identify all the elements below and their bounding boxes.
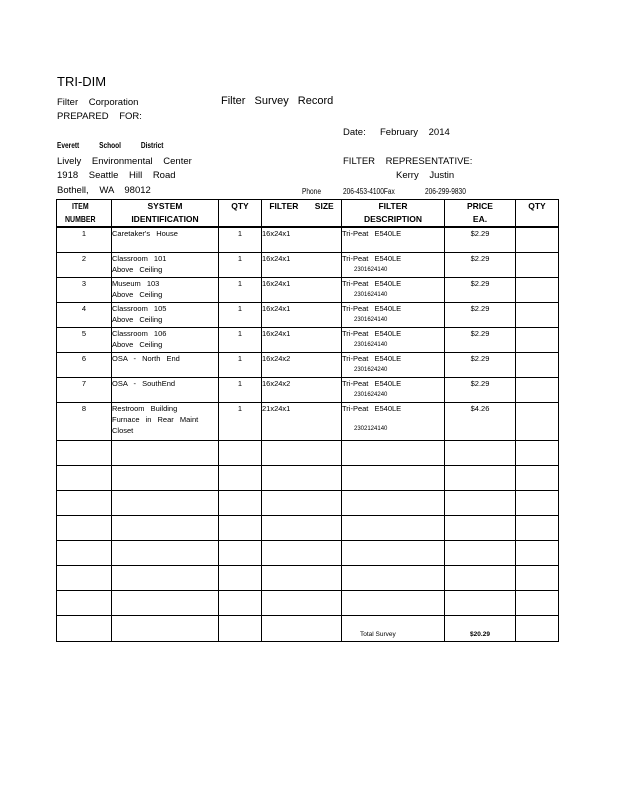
- total-label: Total Survey: [342, 616, 445, 642]
- table-row: [57, 303, 559, 328]
- filter-size: 16x24x1: [262, 303, 342, 328]
- filter-size: 21x24x1: [262, 403, 342, 441]
- table-row: [57, 403, 559, 441]
- qty-2: [516, 328, 559, 353]
- empty-row: [57, 466, 559, 491]
- system-identification: Classroom 106 Above Ceiling: [112, 328, 219, 353]
- item-number: 7: [57, 378, 112, 403]
- filter-description: Tri-Peat E540LE 2301624240: [342, 378, 445, 403]
- part-number: 2301624240: [354, 392, 388, 398]
- filter-size: 16x24x2: [262, 378, 342, 403]
- table-row: [57, 227, 559, 253]
- part-number: 2302124140: [354, 426, 388, 432]
- item-number: 3: [57, 278, 112, 303]
- item-number: 2: [57, 253, 112, 278]
- item-number: 4: [57, 303, 112, 328]
- part-number: 2301624140: [354, 342, 388, 348]
- client-address-line3: Bothell, WA 98012: [57, 185, 151, 196]
- empty-row: [57, 541, 559, 566]
- system-identification: Classroom 101 Above Ceiling: [112, 253, 219, 278]
- part-number: 2301624140: [354, 292, 388, 298]
- qty: 1: [219, 353, 262, 378]
- table-row: [57, 278, 559, 303]
- table-row: [57, 378, 559, 403]
- client-address-line1: Lively Environmental Center: [57, 156, 192, 167]
- header-qty-2: QTY: [516, 200, 559, 228]
- qty: 1: [219, 227, 262, 253]
- empty-row: [57, 491, 559, 516]
- qty: 1: [219, 403, 262, 441]
- price-each: $2.29: [445, 253, 516, 278]
- item-number: 1: [57, 227, 112, 253]
- filter-survey-table: [56, 199, 559, 642]
- header-price-each: PRICE EA.: [445, 200, 516, 228]
- company-name: TRI-DIM: [57, 74, 107, 89]
- qty-2: [516, 227, 559, 253]
- filter-size: 16x24x1: [262, 253, 342, 278]
- price-each: $2.29: [445, 278, 516, 303]
- item-number: 5: [57, 328, 112, 353]
- filter-size: 16x24x2: [262, 353, 342, 378]
- empty-row: [57, 441, 559, 466]
- total-value: $20.29: [445, 616, 516, 642]
- table-row: [57, 328, 559, 353]
- header-qty: QTY: [219, 200, 262, 228]
- part-number: 2301624140: [354, 317, 388, 323]
- qty-2: [516, 403, 559, 441]
- system-identification: Restroom Building Furnace in Rear Maint Closet: [112, 403, 219, 441]
- item-number: 6: [57, 353, 112, 378]
- filter-description: Tri-Peat E540LE: [342, 227, 445, 253]
- date-value: February 2014: [380, 127, 450, 138]
- qty-2: [516, 278, 559, 303]
- date-label: Date:: [343, 127, 366, 138]
- qty: 1: [219, 378, 262, 403]
- rep-name: Kerry Justin: [396, 170, 455, 181]
- price-each: $2.29: [445, 303, 516, 328]
- part-number: 2301624140: [354, 267, 388, 273]
- fax-number: 206-299-9830: [425, 187, 466, 196]
- filter-description: Tri-Peat E540LE 2301624140: [342, 278, 445, 303]
- empty-row: [57, 591, 559, 616]
- empty-row: [57, 516, 559, 541]
- header-filter-description: FILTER DESCRIPTION: [342, 200, 445, 228]
- table-row: [57, 253, 559, 278]
- price-each: $2.29: [445, 328, 516, 353]
- phone-label: Phone: [302, 187, 321, 196]
- qty-2: [516, 253, 559, 278]
- qty: 1: [219, 278, 262, 303]
- qty: 1: [219, 328, 262, 353]
- qty-2: [516, 353, 559, 378]
- system-identification: Museum 103 Above Ceiling: [112, 278, 219, 303]
- header-filter-size: FILTER SIZE: [262, 200, 342, 228]
- client-name: Everett School District: [57, 141, 164, 150]
- filter-description: Tri-Peat E540LE 2301624240: [342, 353, 445, 378]
- item-number: 8: [57, 403, 112, 441]
- header-system-identification: SYSTEM IDENTIFICATION: [112, 200, 219, 228]
- filter-description: Tri-Peat E540LE 2301624140: [342, 303, 445, 328]
- filter-size: 16x24x1: [262, 227, 342, 253]
- total-row: [57, 616, 559, 642]
- qty-2: [516, 378, 559, 403]
- filter-description: Tri-Peat E540LE 2301624140: [342, 328, 445, 353]
- system-identification: OSA - North End: [112, 353, 219, 378]
- empty-row: [57, 566, 559, 591]
- form-title: Filter Survey Record: [221, 95, 334, 107]
- system-identification: Classroom 105 Above Ceiling: [112, 303, 219, 328]
- system-identification: OSA - SouthEnd: [112, 378, 219, 403]
- qty-2: [516, 303, 559, 328]
- qty: 1: [219, 303, 262, 328]
- table-header-row: [57, 200, 559, 228]
- filter-description: Tri-Peat E540LE 2302124140: [342, 403, 445, 441]
- filter-size: 16x24x1: [262, 328, 342, 353]
- prepared-for-label: PREPARED FOR:: [57, 111, 142, 122]
- system-identification: Caretaker's House: [112, 227, 219, 253]
- price-each: $2.29: [445, 353, 516, 378]
- price-each: $4.26: [445, 403, 516, 441]
- header-item-number: ITEM NUMBER: [57, 200, 112, 228]
- client-address-line2: 1918 Seattle Hill Road: [57, 170, 176, 181]
- price-each: $2.29: [445, 378, 516, 403]
- company-subname: Filter Corporation: [57, 97, 139, 108]
- filter-description: Tri-Peat E540LE 2301624140: [342, 253, 445, 278]
- filter-size: 16x24x1: [262, 278, 342, 303]
- part-number: 2301624240: [354, 367, 388, 373]
- table-row: [57, 353, 559, 378]
- qty: 1: [219, 253, 262, 278]
- phone-number: 206-453-4100Fax: [343, 187, 395, 196]
- rep-label: FILTER REPRESENTATIVE:: [343, 156, 473, 167]
- price-each: $2.29: [445, 227, 516, 253]
